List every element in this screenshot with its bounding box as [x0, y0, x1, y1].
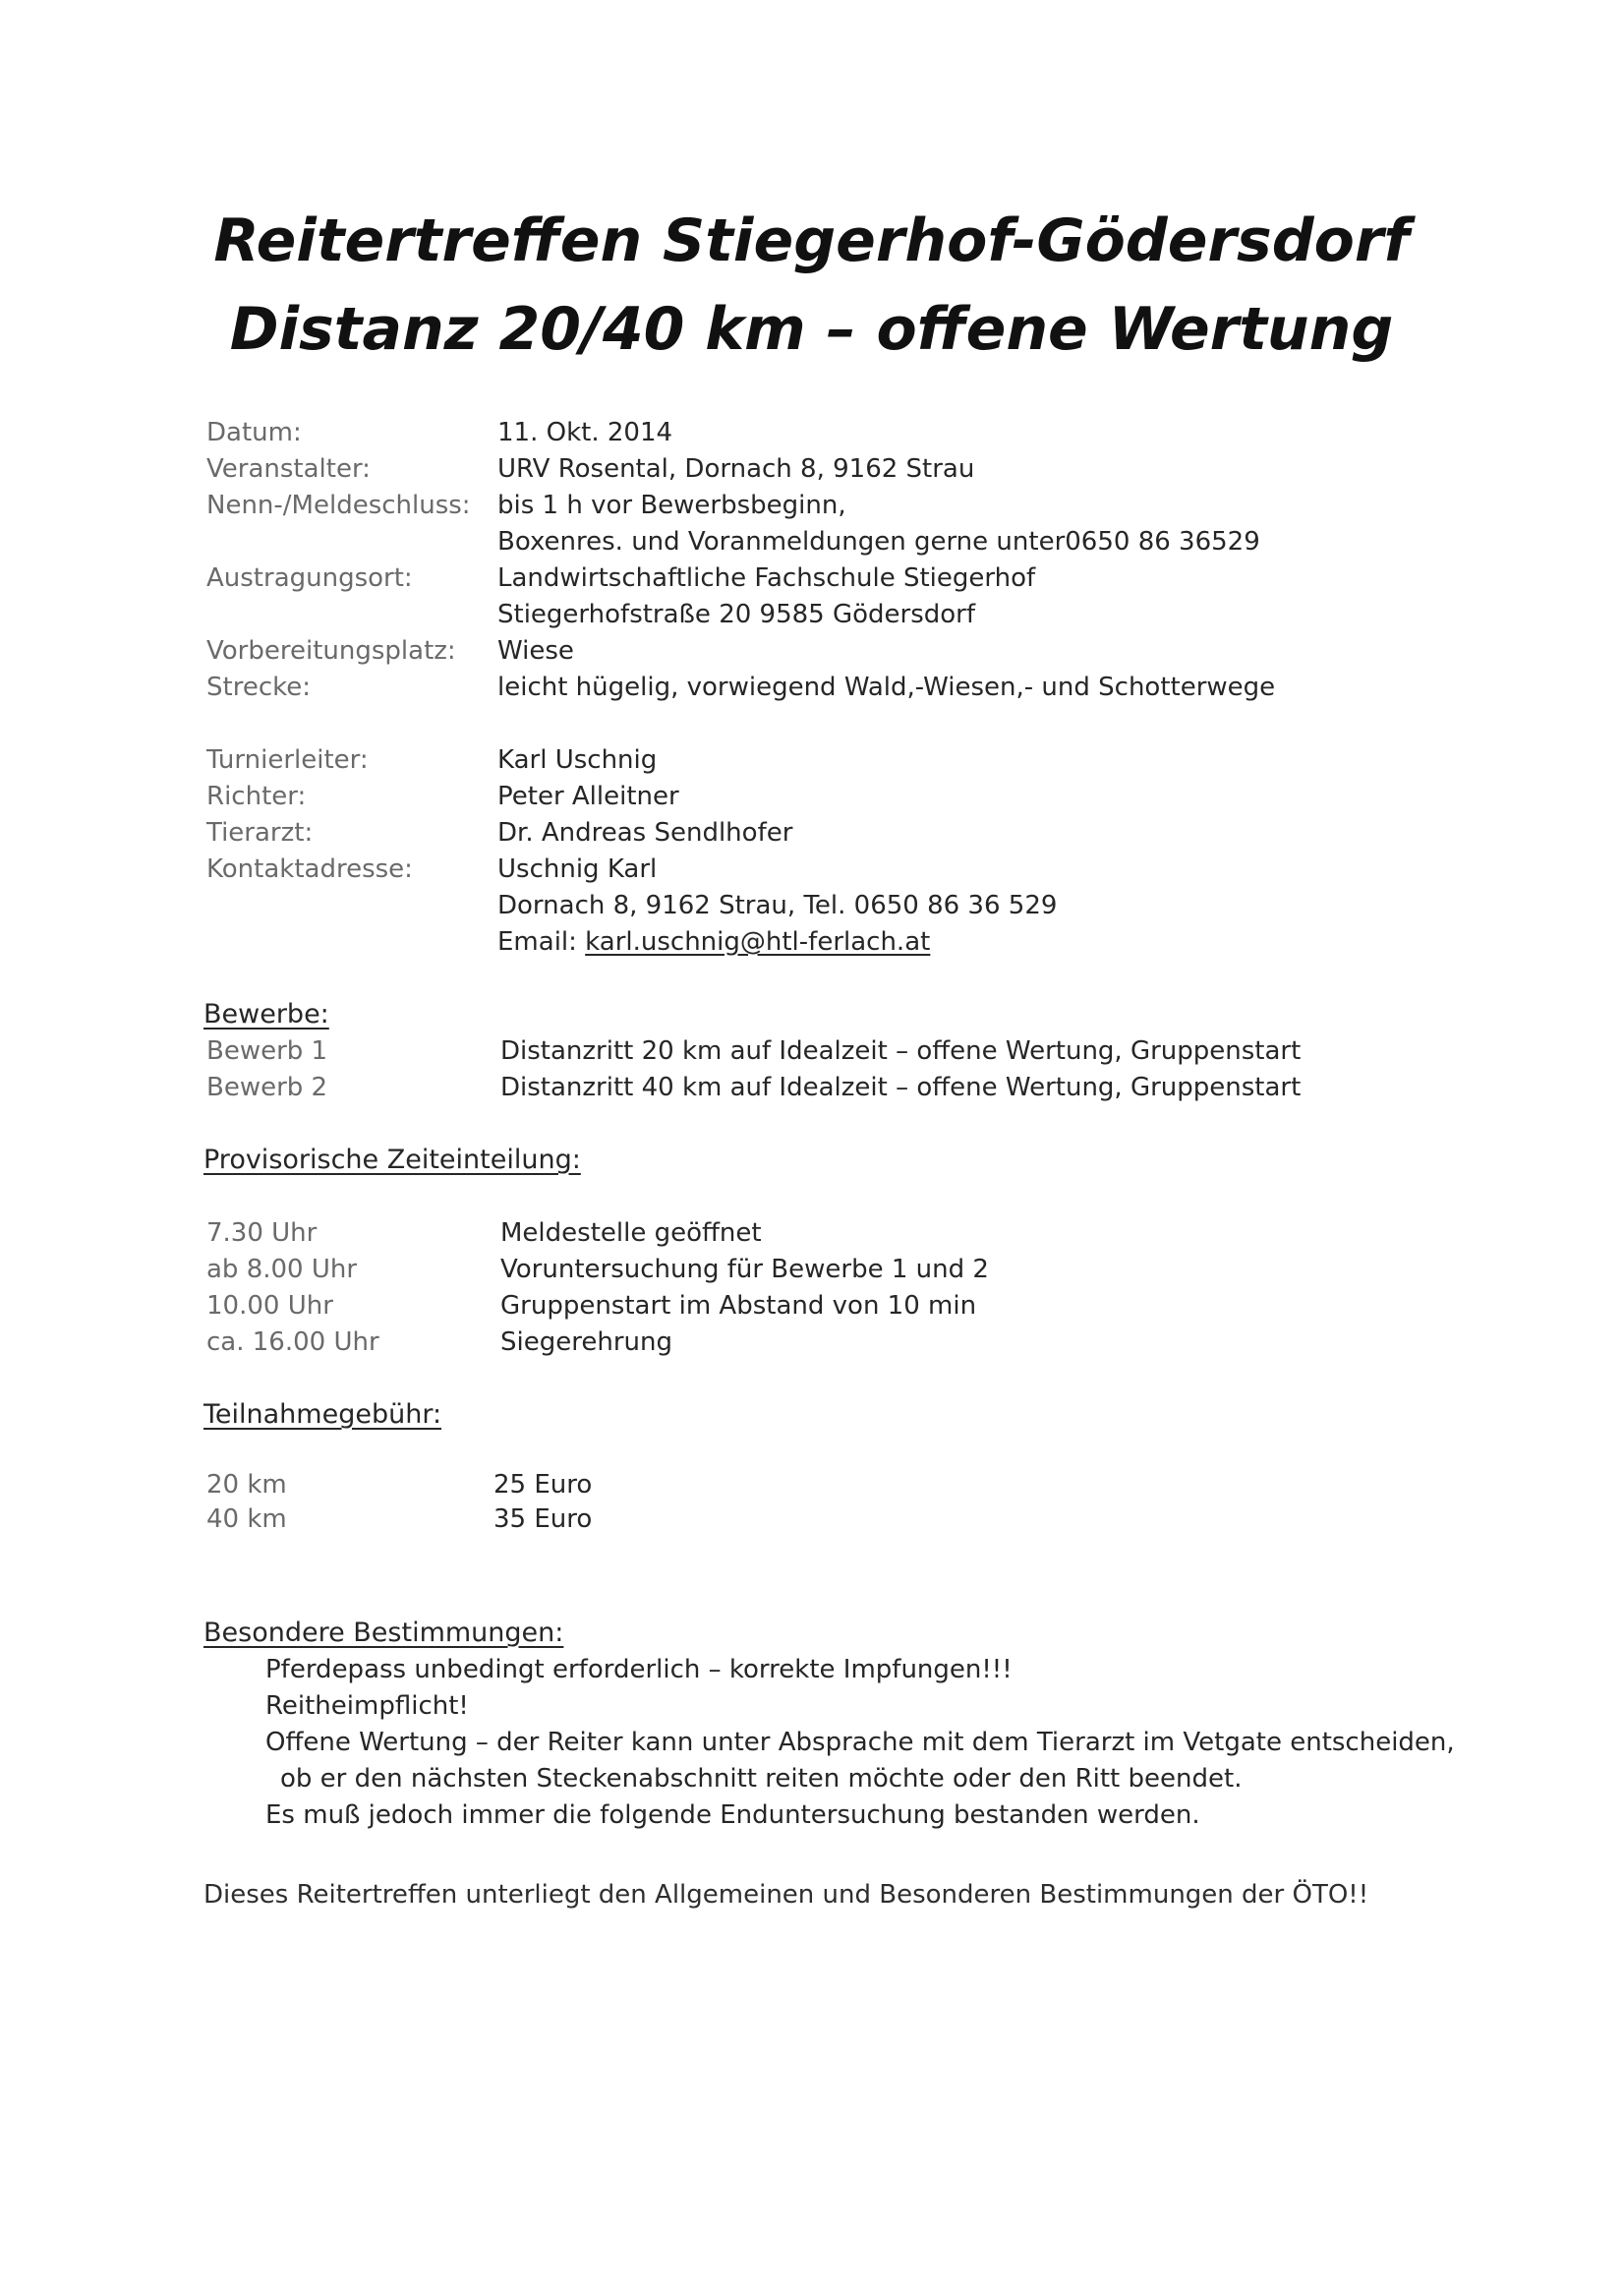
- footer-note: Dieses Reitertreffen unterliegt den Allgemeinen und Besonderen Bestimmungen der ÖTO!!: [203, 1880, 1369, 1910]
- schedule-event: Gruppenstart im Abstand von 10 min: [500, 1291, 977, 1321]
- official-value: Dr. Andreas Sendlhofer: [497, 818, 793, 848]
- info-value: Wiese: [497, 636, 574, 666]
- email-link[interactable]: karl.uschnig@htl-ferlach.at: [585, 927, 931, 957]
- bewerb-label: Bewerb 1: [206, 1036, 328, 1066]
- official-value: Peter Alleitner: [497, 782, 679, 811]
- info-label: Datum:: [206, 418, 302, 447]
- schedule-time: 7.30 Uhr: [206, 1218, 318, 1248]
- official-label: Turnierleiter:: [206, 745, 369, 775]
- schedule-event: Meldestelle geöffnet: [500, 1218, 762, 1248]
- bestimmung-line: Es muß jedoch immer die folgende Enduntersuchung bestanden werden.: [265, 1800, 1200, 1830]
- bewerb-value: Distanzritt 40 km auf Idealzeit – offene Wertung, Gruppenstart: [500, 1073, 1302, 1102]
- official-label: Richter:: [206, 782, 307, 811]
- bestimmung-line: Reitheimpflicht!: [265, 1691, 469, 1721]
- schedule-event: Siegerehrung: [500, 1327, 672, 1357]
- info-value: leicht hügelig, vorwiegend Wald,-Wiesen,- und Schotterwege: [497, 673, 1276, 702]
- official-value: Uschnig Karl: [497, 854, 658, 884]
- schedule-event: Voruntersuchung für Bewerbe 1 und 2: [500, 1255, 989, 1284]
- title-line-2: Distanz 20/40 km – offene Wertung: [229, 295, 1394, 364]
- info-label: Vorbereitungsplatz:: [206, 636, 456, 666]
- schedule-time: ab 8.00 Uhr: [206, 1255, 358, 1284]
- fee-amount: 35 Euro: [493, 1504, 593, 1534]
- gebuehr-heading: Teilnahmegebühr:: [203, 1399, 442, 1430]
- bewerb-value: Distanzritt 20 km auf Idealzeit – offene Wertung, Gruppenstart: [500, 1036, 1302, 1066]
- email-line: [497, 923, 930, 961]
- info-value: URV Rosental, Dornach 8, 9162 Strau: [497, 454, 975, 484]
- official-value: Karl Uschnig: [497, 745, 658, 775]
- official-value: Dornach 8, 9162 Strau, Tel. 0650 86 36 529: [497, 891, 1058, 920]
- info-label: Austragungsort:: [206, 563, 413, 593]
- schedule-time: 10.00 Uhr: [206, 1291, 333, 1321]
- info-value: bis 1 h vor Bewerbsbeginn,: [497, 491, 846, 520]
- zeiteinteilung-heading: Provisorische Zeiteinteilung:: [203, 1145, 581, 1175]
- info-label: Strecke:: [206, 673, 311, 702]
- fee-distance: 20 km: [206, 1470, 287, 1500]
- fee-distance: 40 km: [206, 1504, 287, 1534]
- info-label: Nenn-/Meldeschluss:: [206, 491, 471, 520]
- bewerbe-heading: Bewerbe:: [203, 999, 329, 1030]
- info-label: Veranstalter:: [206, 454, 371, 484]
- official-label: Tierarzt:: [206, 818, 314, 848]
- title-line-1: Reitertreffen Stiegerhof-Gödersdorf: [213, 206, 1410, 275]
- bestimmung-line: Pferdepass unbedingt erforderlich – korrekte Impfungen!!!: [265, 1655, 1013, 1684]
- official-label: Kontaktadresse:: [206, 854, 413, 884]
- bestimmungen-heading: Besondere Bestimmungen:: [203, 1618, 564, 1648]
- info-value: Landwirtschaftliche Fachschule Stiegerhof: [497, 563, 1036, 593]
- bewerb-label: Bewerb 2: [206, 1073, 328, 1102]
- info-value: Boxenres. und Voranmeldungen gerne unter0650 86 36529: [497, 527, 1260, 557]
- schedule-time: ca. 16.00 Uhr: [206, 1327, 379, 1357]
- bestimmung-line: Offene Wertung – der Reiter kann unter Absprache mit dem Tierarzt im Vetgate entscheiden,: [265, 1728, 1455, 1757]
- email-prefix: Email:: [497, 927, 586, 957]
- bestimmung-line: ob er den nächsten Steckenabschnitt reiten möchte oder den Ritt beendet.: [280, 1764, 1243, 1794]
- info-value: Stiegerhofstraße 20 9585 Gödersdorf: [497, 600, 976, 629]
- info-value: 11. Okt. 2014: [497, 418, 673, 447]
- fee-amount: 25 Euro: [493, 1470, 593, 1500]
